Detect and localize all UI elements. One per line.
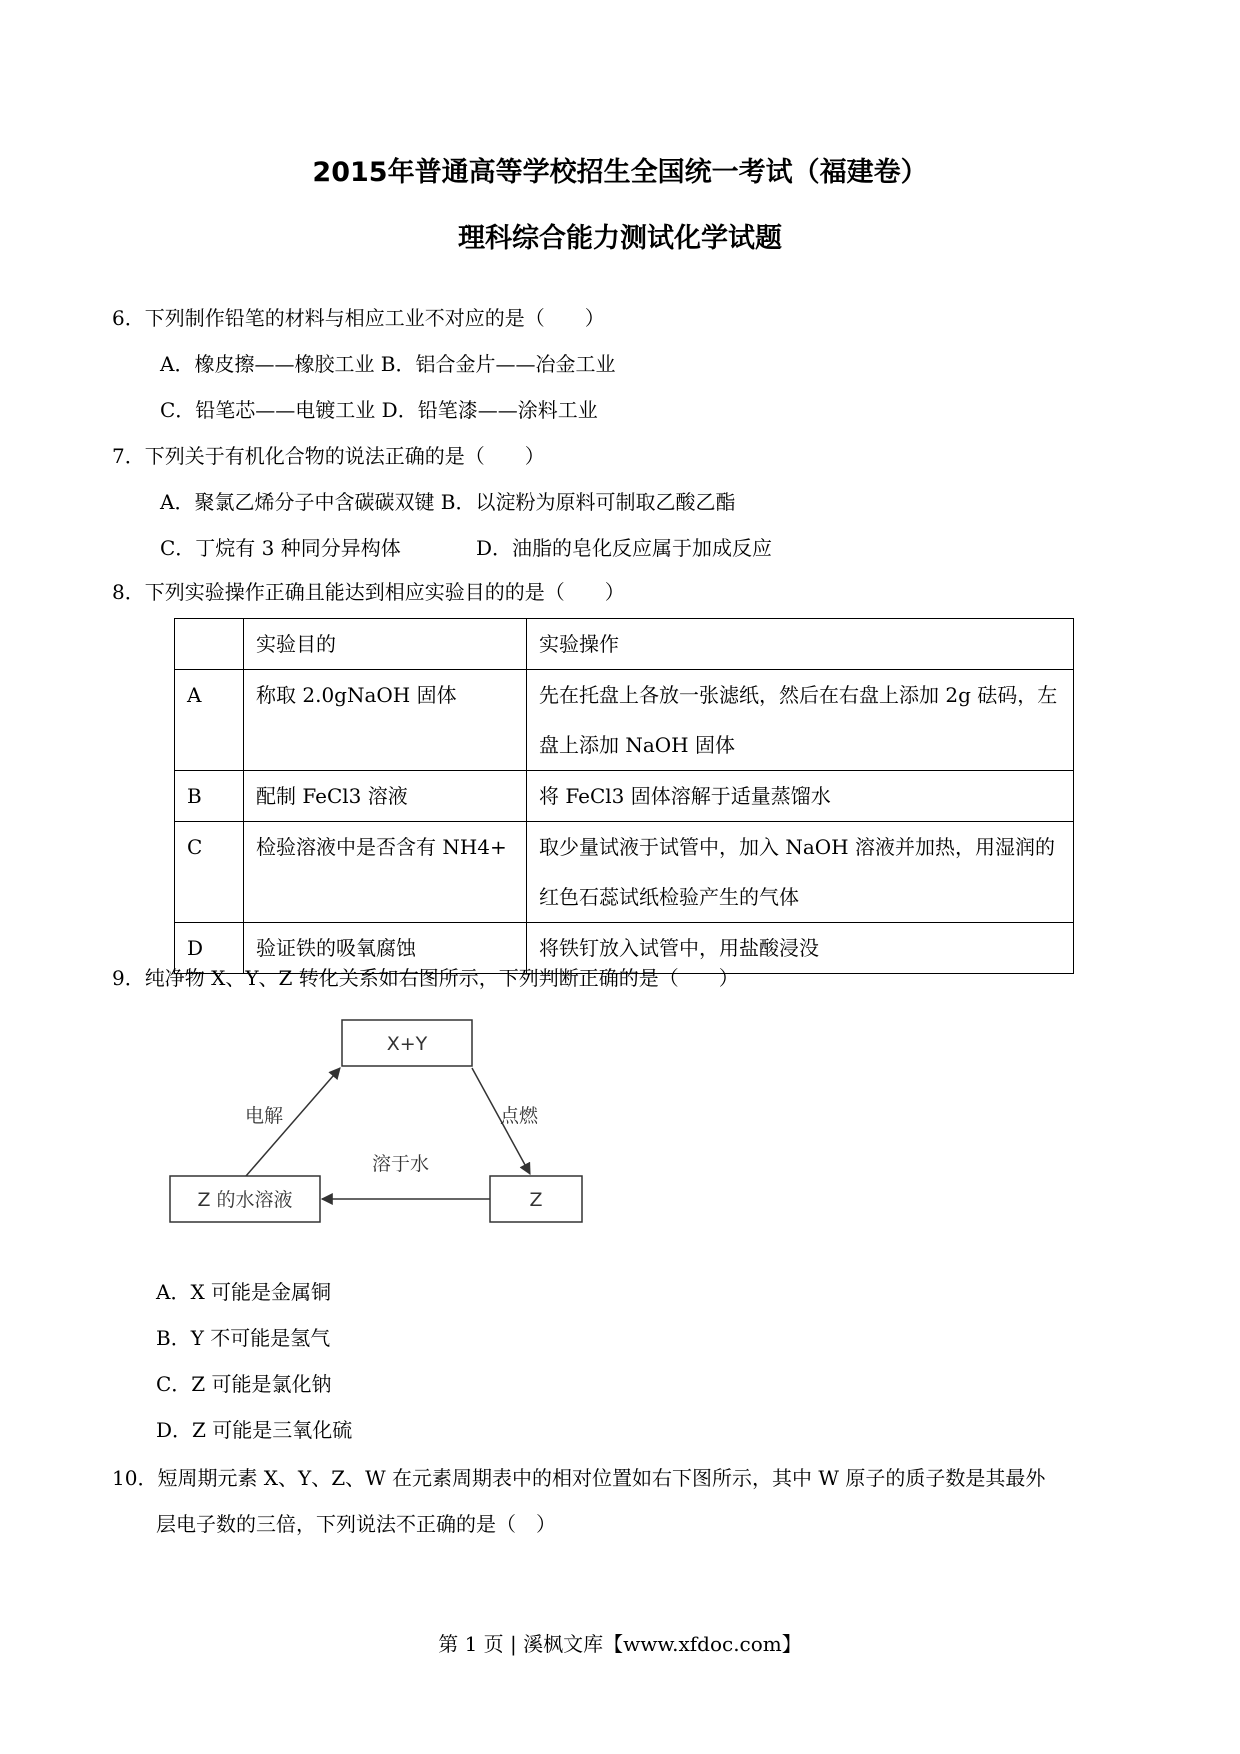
table-header-cell: 实验操作 bbox=[527, 619, 1074, 670]
table-row bbox=[175, 670, 1074, 771]
question-9-option-d: D．Z 可能是三氧化硫 bbox=[156, 1418, 353, 1442]
table-cell: 将铁钉放入试管中，用盐酸浸没 bbox=[527, 923, 1074, 974]
table-cell: 称取 2.0gNaOH 固体 bbox=[244, 670, 527, 771]
table-row bbox=[175, 771, 1074, 822]
question-9-option-a: A．X 可能是金属铜 bbox=[156, 1280, 332, 1304]
question-6-options-ab: A．橡皮擦——橡胶工业 B．铝合金片——冶金工业 bbox=[160, 352, 616, 376]
question-7-options-ab: A．聚氯乙烯分子中含碳碳双键 B．以淀粉为原料可制取乙酸乙酯 bbox=[160, 490, 736, 514]
question-7-option-d: D．油脂的皂化反应属于加成反应 bbox=[476, 536, 773, 560]
table-header-cell: 实验目的 bbox=[244, 619, 527, 670]
exam-title: 2015年普通高等学校招生全国统一考试（福建卷） bbox=[312, 157, 928, 188]
page-footer: 第 1 页 | 溪枫文库【www.xfdoc.com】 bbox=[438, 1632, 802, 1656]
question-9-option-b: B．Y 不可能是氢气 bbox=[156, 1326, 331, 1350]
box-z-label: Z bbox=[529, 1189, 543, 1211]
question-9-option-c: C．Z 可能是氯化钠 bbox=[156, 1372, 332, 1396]
question-10-stem-line1: 10．短周期元素 X、Y、Z、W 在元素周期表中的相对位置如右下图所示，其中 W 原子的质子数是其最外 bbox=[112, 1466, 1046, 1490]
question-6-stem: 6．下列制作铅笔的材料与相应工业不对应的是（ ） bbox=[112, 306, 605, 330]
question-7-option-c: C．丁烷有 3 种同分异构体 bbox=[160, 536, 401, 560]
question-10-stem-line2: 层电子数的三倍，下列说法不正确的是（ ） bbox=[156, 1512, 556, 1536]
table-header-cell bbox=[175, 619, 244, 670]
label-dissolve: 溶于水 bbox=[372, 1153, 430, 1175]
exam-subtitle: 理科综合能力测试化学试题 bbox=[458, 223, 782, 254]
label-electrolysis: 电解 bbox=[245, 1105, 284, 1127]
question-9-stem: 9．纯净物 X、Y、Z 转化关系如右图所示，下列判断正确的是（ ） bbox=[112, 966, 739, 990]
question-7-stem: 7．下列关于有机化合物的说法正确的是（ ） bbox=[112, 444, 545, 468]
table-cell: 验证铁的吸氧腐蚀 bbox=[244, 923, 527, 974]
question-6-options-cd: C．铅笔芯——电镀工业 D．铅笔漆——涂料工业 bbox=[160, 398, 598, 422]
conversion-diagram bbox=[150, 1010, 620, 1250]
table-cell: 检验溶液中是否含有 NH4+ bbox=[244, 822, 527, 923]
table-row bbox=[175, 822, 1074, 923]
question-8-stem: 8．下列实验操作正确且能达到相应实验目的的是（ ） bbox=[112, 580, 625, 604]
label-ignition: 点燃 bbox=[500, 1105, 539, 1127]
table-cell: 将 FeCl3 固体溶解于适量蒸馏水 bbox=[527, 771, 1074, 822]
table-cell: 取少量试液于试管中，加入 NaOH 溶液并加热，用湿润的红色石蕊试纸检验产生的气体 bbox=[527, 822, 1074, 923]
table-cell: A bbox=[175, 670, 244, 771]
table-cell: B bbox=[175, 771, 244, 822]
box-z-solution-label: Z 的水溶液 bbox=[197, 1189, 293, 1211]
table-cell: D bbox=[175, 923, 244, 974]
table-cell: C bbox=[175, 822, 244, 923]
box-x-plus-y-label: X+Y bbox=[386, 1033, 428, 1055]
table-header-row bbox=[175, 619, 1074, 670]
table-cell: 配制 FeCl3 溶液 bbox=[244, 771, 527, 822]
experiment-table bbox=[174, 618, 1074, 974]
table-cell: 先在托盘上各放一张滤纸，然后在右盘上添加 2g 砝码，左盘上添加 NaOH 固体 bbox=[527, 670, 1074, 771]
